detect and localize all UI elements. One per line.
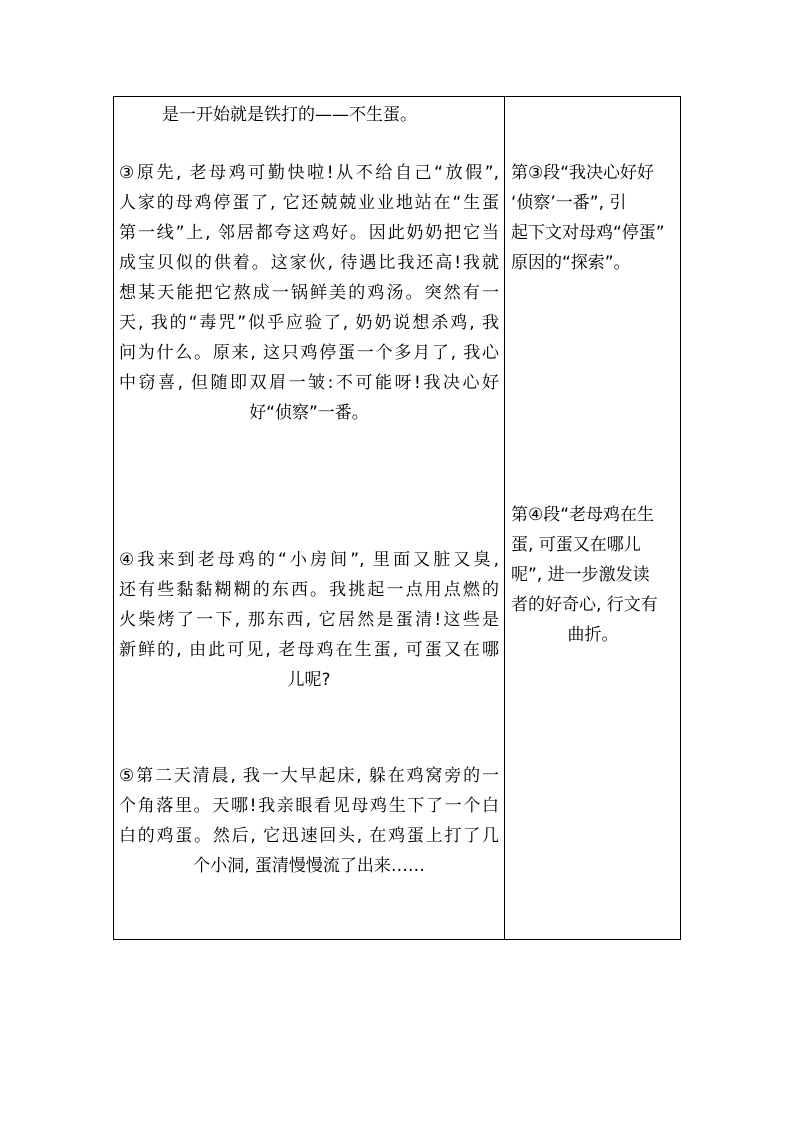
annotation-line: 蛋, 可蛋又在哪儿 [511,535,641,555]
annotation-line: 起下文对母鸡“停蛋” [511,223,665,243]
annotation-line: 第③段“我决心好好 [511,163,655,183]
text-line: 还有些黏黏糊糊的东西。我挑起一点用点燃的 [119,580,499,600]
text-line: 想某天能把它熬成一锅鲜美的鸡汤。突然有一 [119,283,499,303]
text-line: 人家的母鸡停蛋了, 它还兢兢业业地站在“生蛋 [119,193,499,213]
text-line: 个角落里。天哪!我亲眼看见母鸡生下了一个白 [119,796,499,816]
text-line: 白的鸡蛋。然后, 它迅速回头, 在鸡蛋上打了几 [119,826,499,846]
text-line: ③原先, 老母鸡可勤快啦!从不给自己“放假”, [119,163,499,183]
paragraph-5 [119,761,499,881]
text-line: 火柴烤了一下, 那东西, 它居然是蛋清!这些是 [119,610,499,630]
text-column [114,96,504,940]
text-line: 问为什么。原来, 这只鸡停蛋一个多月了, 我心 [119,343,499,363]
annotation-line: 曲折。 [567,625,619,645]
text-line: 儿呢? [287,670,331,690]
annotation-line: ‘侦察’一番”, 引 [511,193,627,213]
text-line: 第一线”上, 邻居都夸这鸡好。因此奶奶把它当 [119,223,499,243]
text-line: 中窃喜, 但随即双眉一皱:不可能呀!我决心好 [119,373,499,393]
annotation-paragraph-3 [505,158,681,278]
text-line: ⑤第二天清晨, 我一大早起床, 躲在鸡窝旁的一 [119,766,499,786]
text-line: 成宝贝似的供着。这家伙, 待遇比我还高!我就 [119,253,499,273]
paragraph-4 [119,545,499,695]
annotation-line: 呢”, 进一步激发读 [511,565,650,585]
annotation-paragraph-4 [505,500,681,650]
text-line: 天, 我的“毒咒”似乎应验了, 奶奶说想杀鸡, 我 [119,313,499,333]
text-line: ④我来到老母鸡的“小房间”, 里面又脏又臭, [119,550,499,570]
paragraph-3 [119,158,499,428]
paragraph-2-end [162,100,462,130]
text-line: 新鲜的, 由此可见, 老母鸡在生蛋, 可蛋又在哪 [119,640,499,660]
annotation-line: 原因的“探索”。 [511,253,631,273]
annotation-line: 第④段“老母鸡在生 [511,505,655,525]
text-line: 好“侦察”一番。 [249,403,369,423]
annotation-column [505,96,681,940]
text-line: 个小洞, 蛋清慢慢流了出来…… [193,856,425,876]
annotation-line: 者的好奇心, 行文有 [511,595,658,615]
text-line: 是一开始就是铁打的——不生蛋。 [162,105,417,125]
